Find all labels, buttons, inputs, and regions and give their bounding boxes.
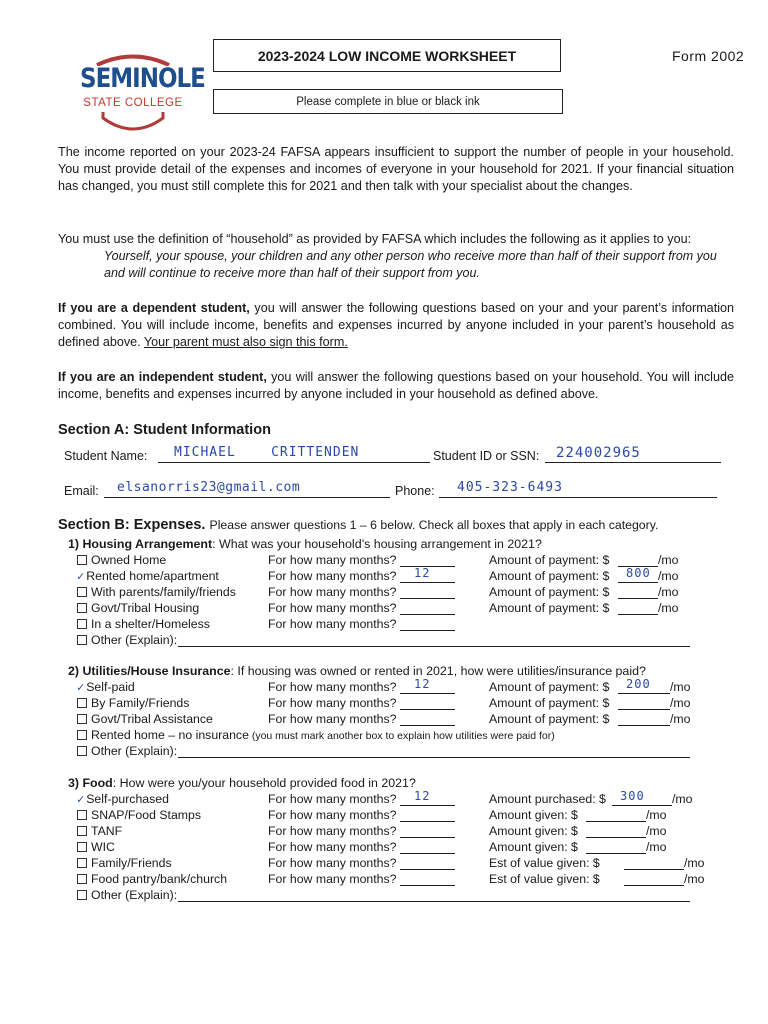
q2-option-1[interactable] — [77, 696, 189, 710]
q3-amount-label: Est of value given: $ — [489, 856, 600, 870]
q3-per-month: /mo — [684, 872, 705, 886]
q1-amount-line — [618, 614, 658, 615]
q3-amount-line — [624, 885, 684, 886]
student-name-field[interactable]: MICHAEL CRITTENDEN — [174, 445, 360, 460]
q1-amount-label: Amount of payment: $ — [489, 585, 610, 599]
q3-months-question: For how many months? — [268, 808, 397, 822]
q2-months-question: For how many months? — [268, 696, 397, 710]
q2-amount-line — [618, 725, 670, 726]
phone-line — [439, 497, 717, 498]
q3-option-label: TANF — [91, 824, 123, 838]
q2-months-question: For how many months? — [268, 680, 397, 694]
q3-checkbox-icon[interactable] — [77, 874, 87, 884]
q3-amount-line — [612, 805, 672, 806]
q3-amount-label: Est of value given: $ — [489, 872, 600, 886]
q1-checkmark-icon: ✓ — [77, 569, 85, 583]
q1-amount-label: Amount of payment: $ — [489, 569, 610, 583]
logo-subtitle: STATE COLLEGE — [83, 97, 183, 109]
q3-checkbox-icon[interactable] — [77, 858, 87, 868]
q1-months-value[interactable]: 12 — [414, 566, 431, 580]
q1-months-question: For how many months? — [268, 553, 397, 567]
q2-months-value[interactable]: 12 — [414, 677, 431, 691]
q1-other-line — [178, 646, 690, 647]
q1-option-4[interactable] — [77, 617, 210, 631]
q3-question-text: : How were you/your household provided food in 2021? — [112, 776, 416, 790]
q1-months-line — [400, 630, 455, 631]
q3-checkbox-icon[interactable] — [77, 810, 87, 820]
q2-other-label: Other (Explain): — [91, 744, 178, 758]
q2-option-2[interactable] — [77, 712, 213, 726]
q2-rented-note[interactable] — [77, 728, 555, 742]
independent-text: you will answer the following questions based on your household. You will include income, benefits and expenses incurred by anyone included in your household as defined above. — [58, 370, 734, 401]
q1-per-month: /mo — [658, 601, 679, 615]
q3-amount-label: Amount given: $ — [489, 840, 578, 854]
q2-option-0[interactable] — [77, 680, 135, 694]
q2-other-line — [178, 757, 690, 758]
q1-option-label: Owned Home — [91, 553, 167, 567]
q3-months-question: For how many months? — [268, 824, 397, 838]
q3-option-5[interactable] — [77, 872, 227, 886]
q1-checkbox-icon[interactable] — [77, 603, 87, 613]
logo-shield-icon — [100, 110, 166, 136]
q1-checkbox-icon[interactable] — [77, 555, 87, 565]
q2-months-line — [400, 725, 455, 726]
q1-months-line — [400, 598, 455, 599]
q3-per-month: /mo — [646, 824, 667, 838]
section-b-header — [58, 517, 658, 533]
q3-option-3[interactable] — [77, 840, 115, 854]
section-a-title: Section A: Student Information — [58, 422, 271, 438]
q3-months-line — [400, 869, 455, 870]
q1-per-month: /mo — [658, 553, 679, 567]
q3-option-label: Family/Friends — [91, 856, 172, 870]
student-name-label: Student Name: — [64, 449, 148, 463]
q1-checkbox-icon[interactable] — [77, 619, 87, 629]
q3-question-bold: 3) Food — [68, 776, 113, 790]
household-definition: Yourself, your spouse, your children and any other person who receive more than half of their support from you and will continue to receive more than half of their support from you. — [104, 249, 717, 280]
q3-amount-label: Amount given: $ — [489, 808, 578, 822]
q1-amount-label: Amount of payment: $ — [489, 601, 610, 615]
q1-amount-line — [618, 598, 658, 599]
q1-option-label: With parents/family/friends — [91, 585, 236, 599]
q1-option-label: Rented home/apartment — [86, 569, 219, 583]
q1-months-line — [400, 614, 455, 615]
q2-amount-line — [618, 693, 670, 694]
q3-checkbox-icon[interactable] — [77, 842, 87, 852]
q3-months-line — [400, 885, 455, 886]
q3-amount-line — [586, 853, 646, 854]
q2-checkmark-icon: ✓ — [77, 680, 85, 694]
q3-checkbox-icon[interactable] — [77, 890, 87, 900]
q3-option-label: Self-purchased — [86, 792, 169, 806]
q3-option-label: WIC — [91, 840, 115, 854]
q1-per-month: /mo — [658, 569, 679, 583]
email-label: Email: — [64, 484, 99, 498]
q1-option-1[interactable] — [77, 569, 219, 583]
email-field[interactable]: elsanorris23@gmail.com — [117, 480, 301, 495]
q2-checkbox-icon[interactable] — [77, 730, 87, 740]
q2-per-month: /mo — [670, 680, 691, 694]
q3-question — [68, 776, 416, 790]
q1-amount-line — [618, 582, 658, 583]
phone-label: Phone: — [395, 484, 435, 498]
q3-amount-line — [624, 869, 684, 870]
q1-amount-value[interactable]: 800 — [626, 566, 651, 580]
q2-option-label: Self-paid — [86, 680, 135, 694]
q2-amount-label: Amount of payment: $ — [489, 712, 610, 726]
q2-months-question: For how many months? — [268, 712, 397, 726]
email-line — [104, 497, 390, 498]
q3-months-line — [400, 853, 455, 854]
student-id-line — [545, 462, 721, 463]
q1-question-text: : What was your household’s housing arrangement in 2021? — [212, 537, 542, 551]
q2-question — [68, 664, 646, 678]
q2-rented-small: (you must mark another box to explain how utilities were paid for) — [248, 730, 555, 742]
worksheet-title: 2023-2024 LOW INCOME WORKSHEET — [213, 39, 561, 72]
q1-option-3[interactable] — [77, 601, 199, 615]
q3-months-line — [400, 821, 455, 822]
q3-per-month: /mo — [672, 792, 693, 806]
q2-months-line — [400, 693, 455, 694]
q3-option-label: SNAP/Food Stamps — [91, 808, 202, 822]
q3-other-option[interactable] — [77, 888, 177, 902]
q2-checkbox-icon[interactable] — [77, 714, 87, 724]
q1-other-label: Other (Explain): — [91, 633, 178, 647]
q3-other-label: Other (Explain): — [91, 888, 178, 902]
q1-option-label: In a shelter/Homeless — [91, 617, 210, 631]
form-number: Form 2002 — [672, 48, 745, 64]
q1-checkbox-icon[interactable] — [77, 587, 87, 597]
section-b-instructions: Please answer questions 1 – 6 below. Check all boxes that apply in each category. — [209, 518, 659, 532]
q3-checkbox-icon[interactable] — [77, 826, 87, 836]
ink-instruction: Please complete in blue or black ink — [213, 89, 563, 114]
q3-months-value[interactable]: 12 — [414, 789, 431, 803]
parent-sign-note: Your parent must also sign this form. — [143, 335, 348, 349]
q1-option-2[interactable] — [77, 585, 236, 599]
student-name-line — [158, 462, 430, 463]
q3-per-month: /mo — [646, 840, 667, 854]
q2-option-label: By Family/Friends — [91, 696, 190, 710]
q1-months-line — [400, 582, 455, 583]
q3-months-question: For how many months? — [268, 872, 397, 886]
q2-question-bold: 2) Utilities/House Insurance — [68, 664, 231, 678]
q1-per-month: /mo — [658, 585, 679, 599]
q3-amount-label: Amount given: $ — [489, 824, 578, 838]
q3-months-question: For how many months? — [268, 856, 397, 870]
q3-other-line — [178, 901, 690, 902]
q2-months-line — [400, 709, 455, 710]
dependent-bold: If you are a dependent student, — [58, 301, 250, 315]
q2-question-text: : If housing was owned or rented in 2021, how were utilities/insurance paid? — [230, 664, 646, 678]
q2-per-month: /mo — [670, 712, 691, 726]
q1-amount-label: Amount of payment: $ — [489, 553, 610, 567]
section-b-title: Section B: Expenses. — [58, 517, 206, 533]
q3-months-question: For how many months? — [268, 840, 397, 854]
dependent-paragraph — [58, 300, 734, 351]
q3-amount-value[interactable]: 300 — [620, 789, 645, 803]
q1-checkbox-icon[interactable] — [77, 635, 87, 645]
q2-amount-label: Amount of payment: $ — [489, 696, 610, 710]
q3-option-2[interactable] — [77, 824, 122, 838]
phone-field[interactable]: 405-323-6493 — [457, 480, 563, 495]
q2-checkbox-icon[interactable] — [77, 698, 87, 708]
q1-months-question: For how many months? — [268, 617, 397, 631]
q2-amount-line — [618, 709, 670, 710]
q3-per-month: /mo — [646, 808, 667, 822]
q3-per-month: /mo — [684, 856, 705, 870]
independent-bold: If you are an independent student, — [58, 370, 267, 384]
q1-months-question: For how many months? — [268, 601, 397, 615]
q3-months-line — [400, 837, 455, 838]
q1-option-label: Govt/Tribal Housing — [91, 601, 200, 615]
q1-months-question: For how many months? — [268, 585, 397, 599]
q2-amount-label: Amount of payment: $ — [489, 680, 610, 694]
independent-paragraph — [58, 369, 734, 403]
q3-option-0[interactable] — [77, 792, 169, 806]
intro-paragraph-2: You must use the definition of “household” as provided by FAFSA which includes the following as it applies to you: — [58, 232, 692, 246]
dependent-text: you will answer the following questions based on your and your parent’s information combined. You will include income, benefits and expenses incurred by anyone included in your parent’s household as defined above. — [58, 301, 734, 349]
q3-checkmark-icon: ✓ — [77, 792, 85, 806]
q2-rented-main: Rented home – no insurance — [91, 728, 249, 742]
q2-checkbox-icon[interactable] — [77, 746, 87, 756]
q1-option-0[interactable] — [77, 553, 166, 567]
q2-other-option[interactable] — [77, 744, 177, 758]
student-id-label: Student ID or SSN: — [433, 449, 540, 463]
q1-months-question: For how many months? — [268, 569, 397, 583]
q3-option-4[interactable] — [77, 856, 172, 870]
q1-question-bold: 1) Housing Arrangement — [68, 537, 213, 551]
q1-other-option[interactable] — [77, 633, 177, 647]
q3-amount-line — [586, 821, 646, 822]
logo-name: SEMINOLE — [80, 64, 205, 94]
q2-amount-value[interactable]: 200 — [626, 677, 651, 691]
intro-paragraph-1: The income reported on your 2023-24 FAFSA appears insufficient to support the number of people in your household. You must provide detail of the expenses and incomes of everyone in your household for 2021. If your financial situation has changed, you must still complete this for 2021 and then talk with your specialist about the changes. — [58, 145, 734, 193]
q3-option-1[interactable] — [77, 808, 201, 822]
q3-months-line — [400, 805, 455, 806]
q3-amount-line — [586, 837, 646, 838]
q3-amount-label: Amount purchased: $ — [489, 792, 606, 806]
q2-option-label: Govt/Tribal Assistance — [91, 712, 213, 726]
q3-months-question: For how many months? — [268, 792, 397, 806]
student-id-field[interactable]: 224002965 — [556, 445, 641, 461]
q1-question — [68, 537, 542, 551]
q2-per-month: /mo — [670, 696, 691, 710]
q3-option-label: Food pantry/bank/church — [91, 872, 228, 886]
